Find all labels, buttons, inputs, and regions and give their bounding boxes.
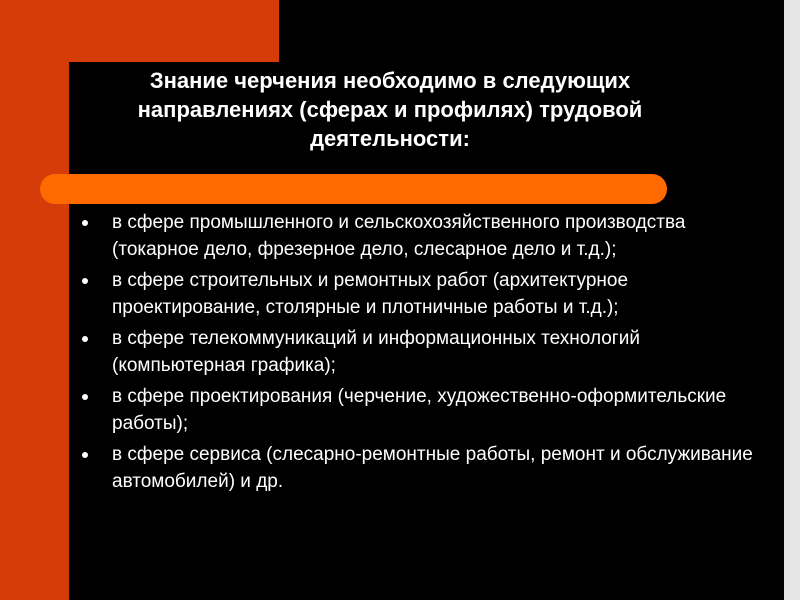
bullet-dot-icon	[82, 336, 88, 342]
slide-title: Знание черчения необходимо в следующих направлениях (сферах и профилях) трудовой деятельности:	[137, 68, 643, 151]
bullet-dot-icon	[82, 220, 88, 226]
bullet-text: в сфере промышленного и сельскохозяйственного производства (токарное дело, фрезерное дело, слесарное дело и т.д.);	[112, 212, 686, 260]
bullet-item	[82, 326, 762, 379]
accent-bar	[40, 174, 667, 204]
bullet-text: в сфере телекоммуникаций и информационных технологий (компьютерная графика);	[112, 328, 640, 376]
bullet-text: в сфере строительных и ремонтных работ (архитектурное проектирование, столярные и плотничные работы и т.д.);	[112, 270, 629, 318]
bullet-item	[82, 210, 762, 263]
bullet-dot-icon	[82, 278, 88, 284]
decorative-left-band	[0, 0, 69, 600]
decorative-top-block	[69, 0, 279, 62]
bullet-text: в сфере проектирования (черчение, художественно-оформительские работы);	[112, 386, 727, 434]
bullet-dot-icon	[82, 394, 88, 400]
bullet-dot-icon	[82, 452, 88, 458]
bullet-item	[82, 268, 762, 321]
bullet-text: в сфере сервиса (слесарно-ремонтные работы, ремонт и обслуживание автомобилей) и др.	[112, 444, 753, 492]
bullet-item	[82, 442, 762, 495]
bullet-list	[82, 210, 762, 500]
decorative-right-strip	[784, 0, 800, 600]
bullet-item	[82, 384, 762, 437]
